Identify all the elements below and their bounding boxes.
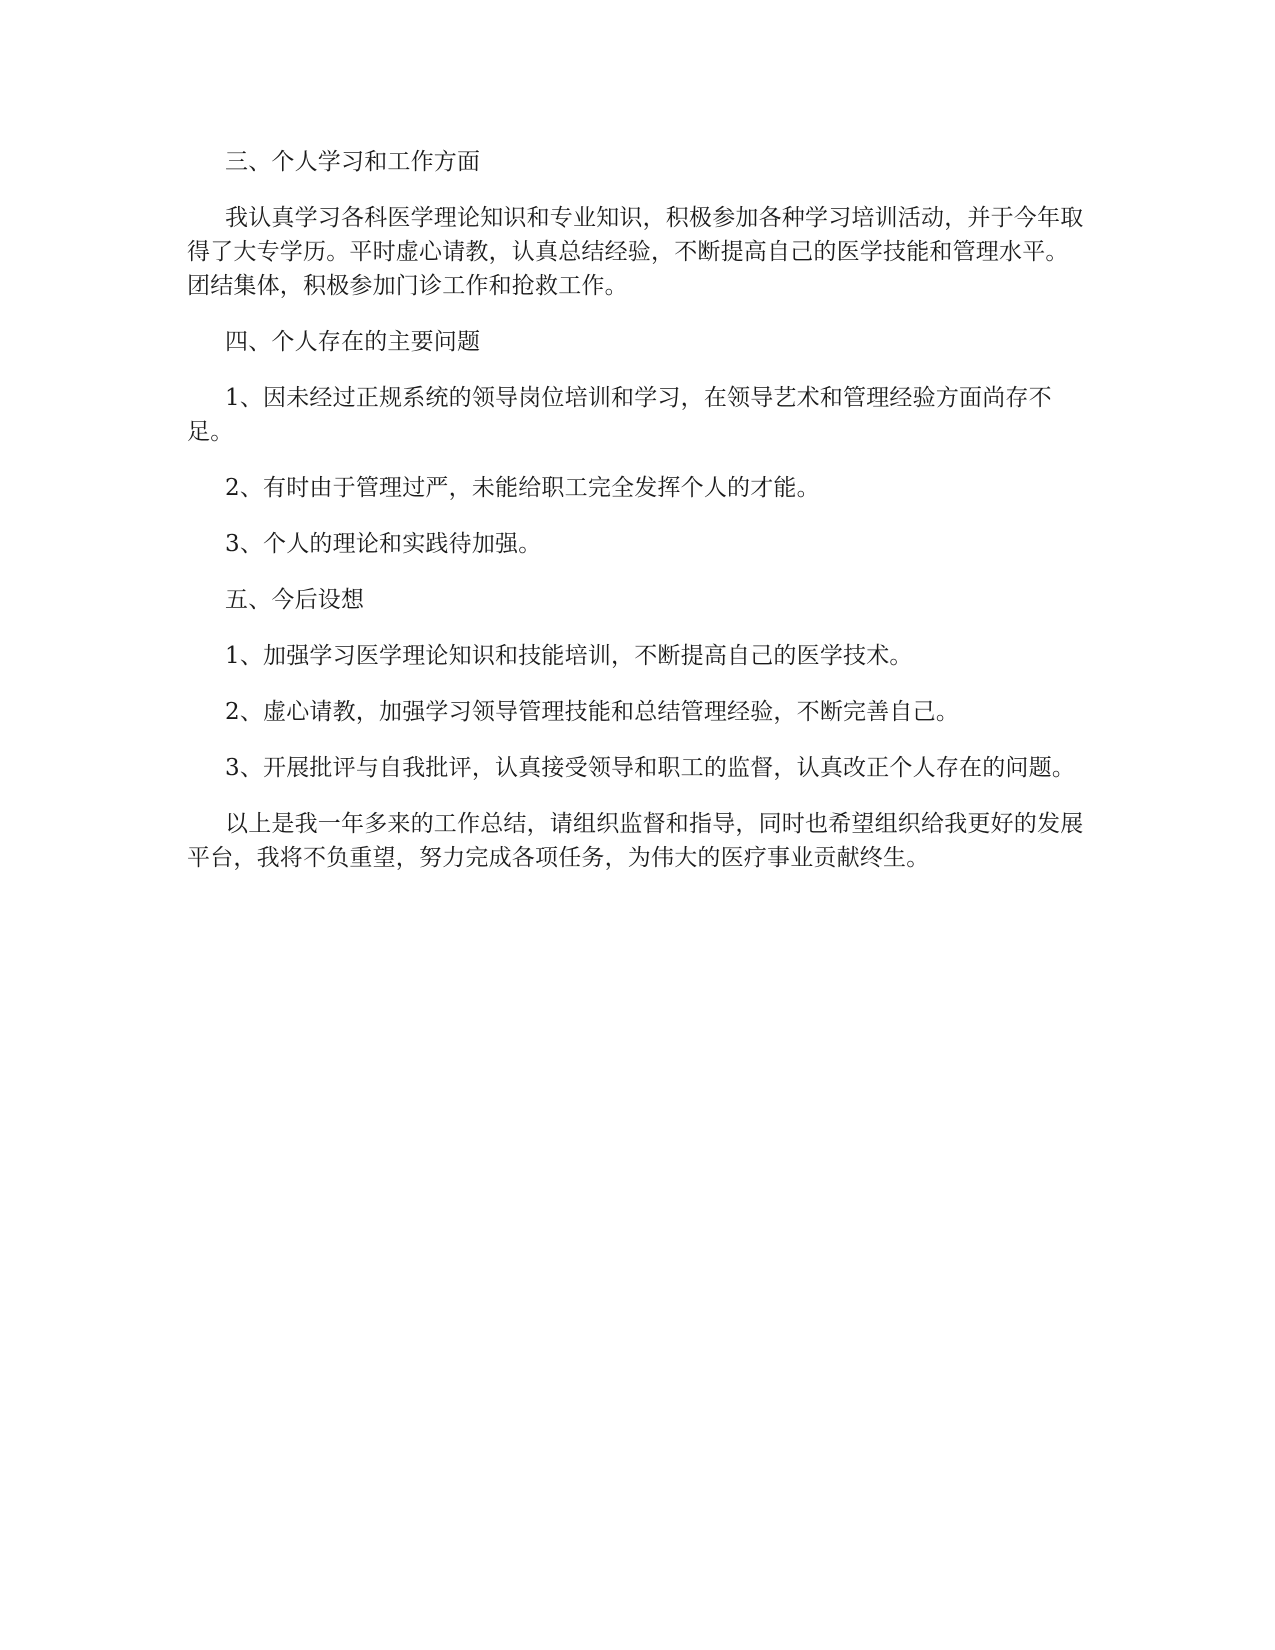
plan-item-1: 1、加强学习医学理论知识和技能培训，不断提高自己的医学技术。 xyxy=(225,643,913,669)
problem-item-1: 1、因未经过正规系统的领导岗位培训和学习，在领导艺术和管理经验方面尚存不足。 xyxy=(187,385,1052,445)
plan-item-2: 2、虚心请教，加强学习领导管理技能和总结管理经验，不断完善自己。 xyxy=(225,699,960,725)
closing-paragraph: 以上是我一年多来的工作总结，请组织监督和指导，同时也希望组织给我更好的发展平台，我将不负重望，努力完成各项任务，为伟大的医疗事业贡献终生。 xyxy=(187,811,1084,871)
plan-item-3: 3、开展批评与自我批评，认真接受领导和职工的监督，认真改正个人存在的问题。 xyxy=(225,755,1076,781)
document-body xyxy=(187,145,1087,897)
paragraph-study-work: 我认真学习各科医学理论知识和专业知识，积极参加各种学习培训活动，并于今年取得了大专学历。平时虚心请教，认真总结经验，不断提高自己的医学技能和管理水平。团结集体，积极参加门诊工作和抢救工作。 xyxy=(187,205,1084,299)
section-heading-problems: 四、个人存在的主要问题 xyxy=(225,329,481,355)
problem-item-2: 2、有时由于管理过严，未能给职工完全发挥个人的才能。 xyxy=(225,475,820,501)
section-heading-study-work: 三、个人学习和工作方面 xyxy=(225,149,481,175)
problem-item-3: 3、个人的理论和实践待加强。 xyxy=(225,531,542,557)
section-heading-plans: 五、今后设想 xyxy=(225,587,365,613)
